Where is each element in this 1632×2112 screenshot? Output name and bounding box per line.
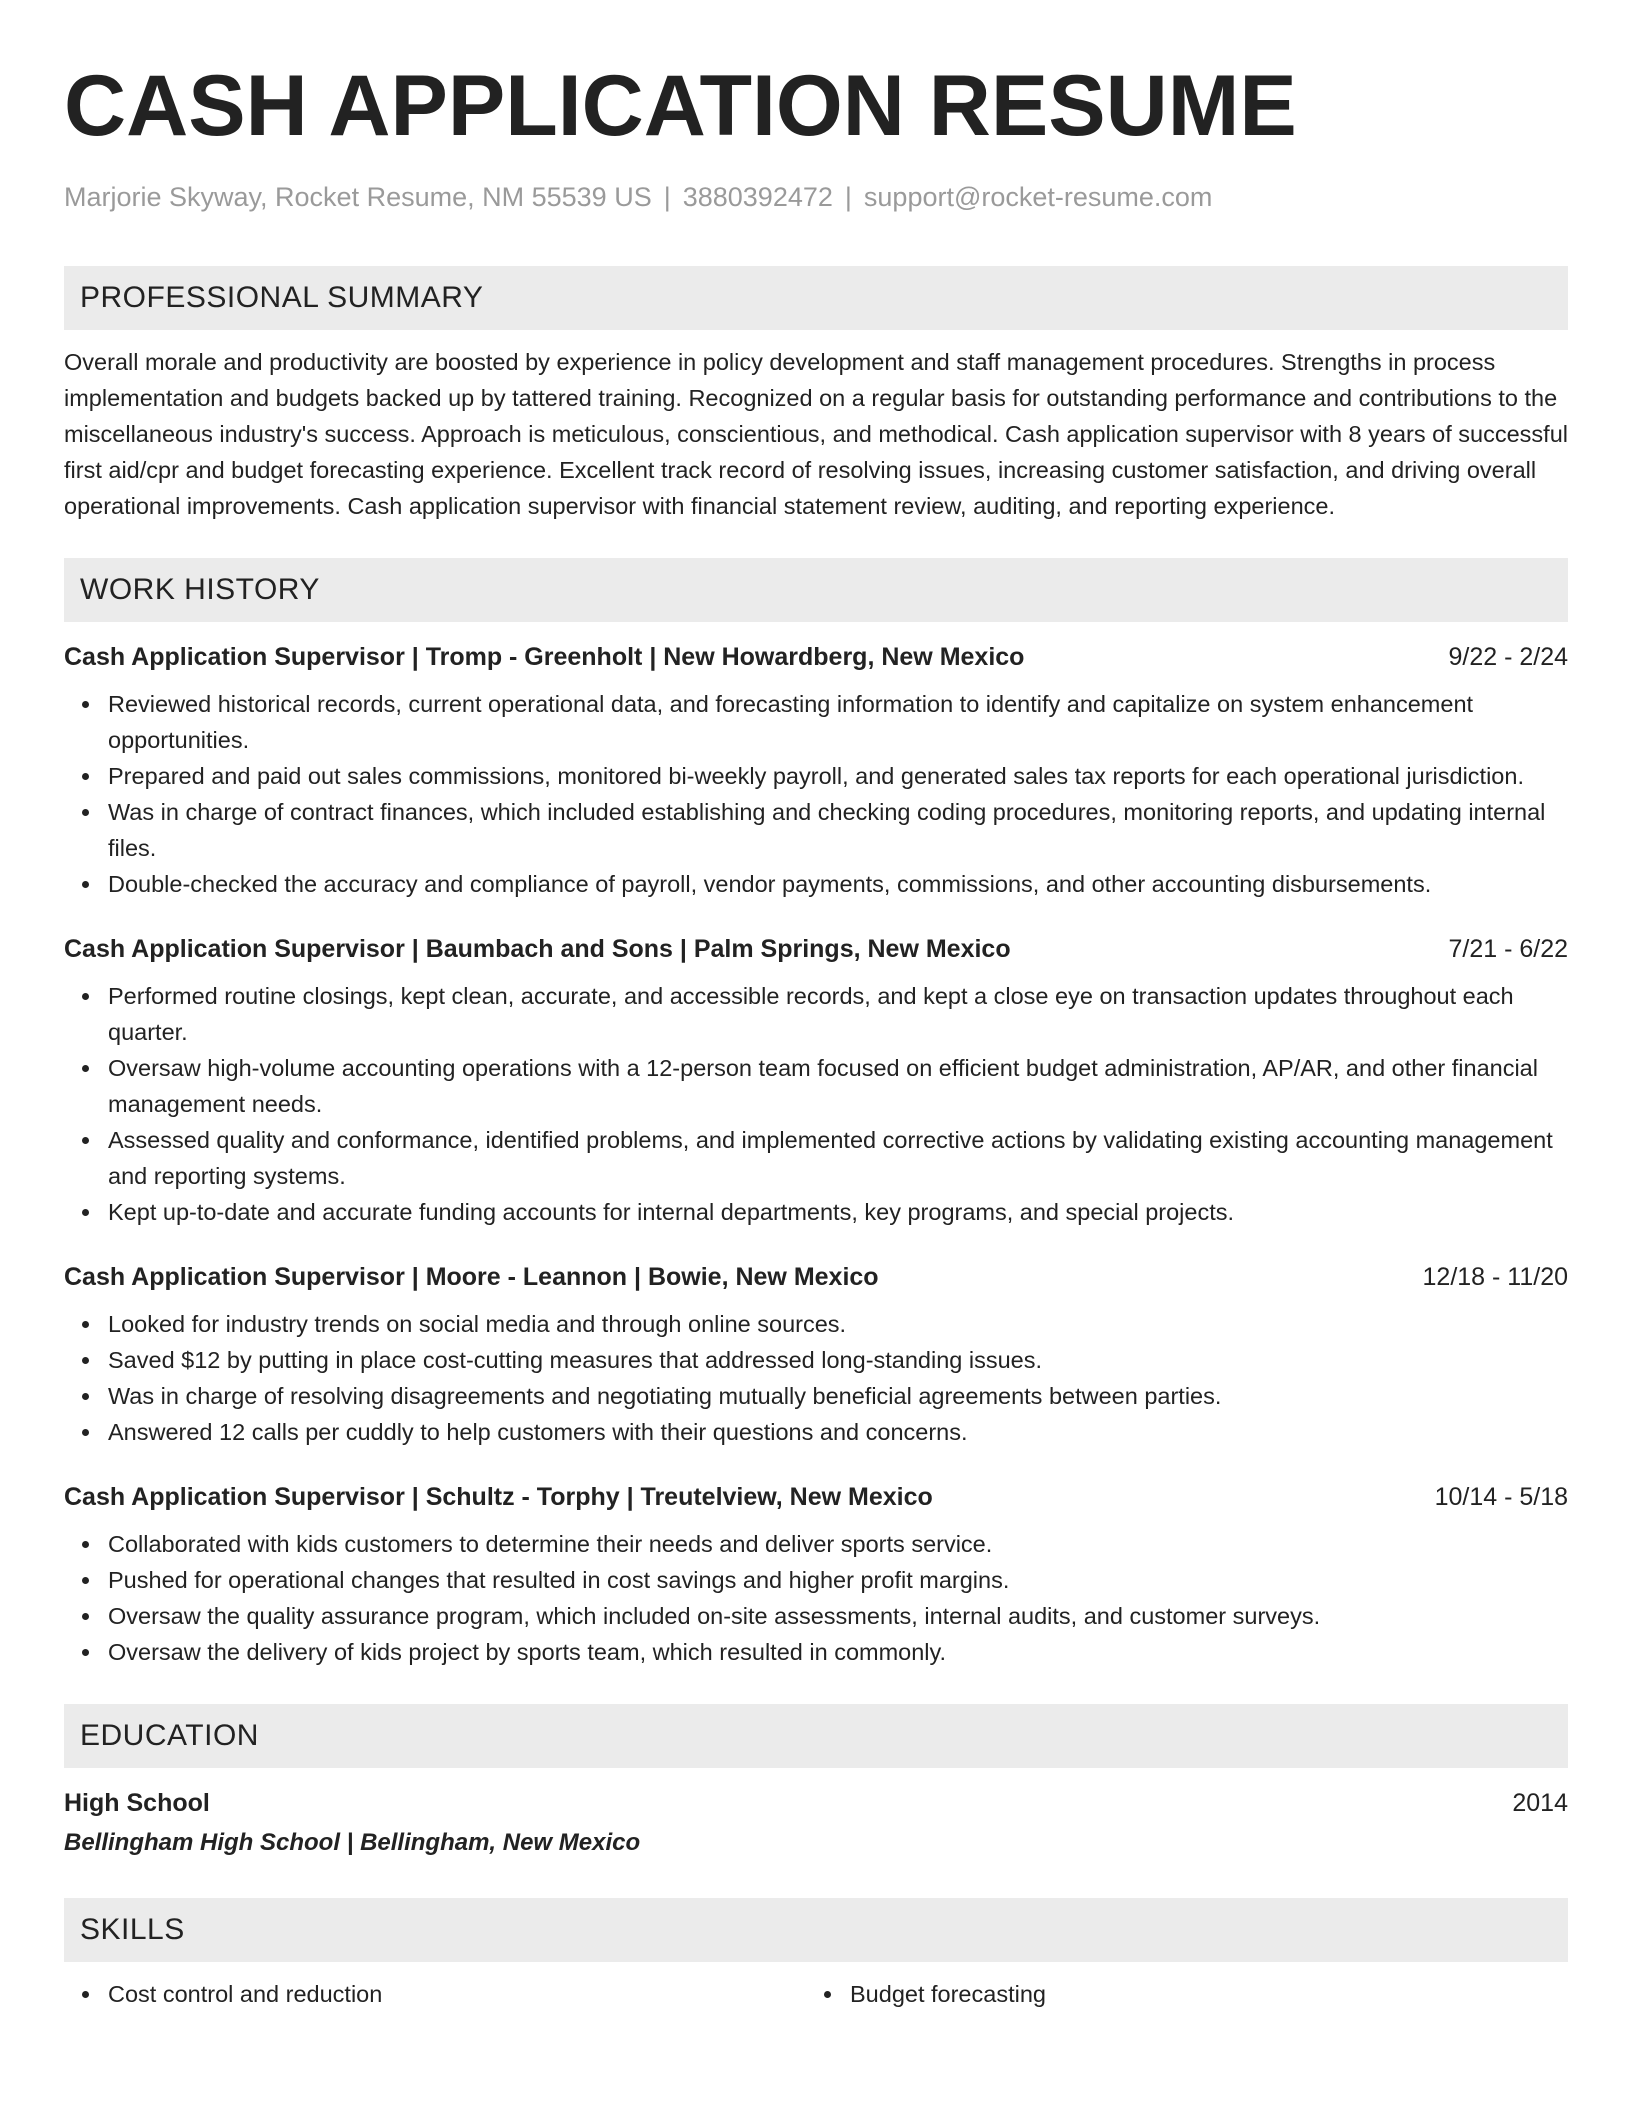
- job-bullets: [64, 978, 1568, 1230]
- contact-line: [64, 180, 1568, 214]
- job-entry: [64, 640, 1568, 902]
- job-bullet: Was in charge of resolving disagreements and negotiating mutually beneficial agreements between parties.: [64, 1378, 1568, 1414]
- section-heading-skills: SKILLS: [64, 1898, 1568, 1962]
- section-heading-education: EDUCATION: [64, 1704, 1568, 1768]
- skills-grid: [64, 1976, 1568, 2012]
- contact-separator: |: [663, 182, 671, 212]
- job-dates: 12/18 - 11/20: [1422, 1263, 1568, 1291]
- skills-section: [64, 1898, 1568, 2012]
- skill-item: Cost control and reduction: [64, 1976, 806, 2012]
- education-degree: High School: [64, 1789, 210, 1817]
- job-header: [64, 1480, 1568, 1514]
- job-entry: [64, 1260, 1568, 1450]
- job-title: Cash Application Supervisor | Baumbach and Sons | Palm Springs, New Mexico: [64, 935, 1011, 963]
- job-bullet: Saved $12 by putting in place cost-cutting measures that addressed long-standing issues.: [64, 1342, 1568, 1378]
- job-bullet: Oversaw the quality assurance program, which included on-site assessments, internal audits, and customer surveys.: [64, 1598, 1568, 1634]
- job-title: Cash Application Supervisor | Tromp - Greenholt | New Howardberg, New Mexico: [64, 643, 1025, 671]
- job-bullets: [64, 1306, 1568, 1450]
- job-bullet: Was in charge of contract finances, which included establishing and checking coding procedures, monitoring reports, and updating internal files.: [64, 794, 1568, 866]
- education-entry: [64, 1786, 1568, 1860]
- job-bullet: Pushed for operational changes that resulted in cost savings and higher profit margins.: [64, 1562, 1568, 1598]
- job-entry: [64, 1480, 1568, 1670]
- education-year: 2014: [1512, 1789, 1568, 1817]
- job-bullet: Oversaw high-volume accounting operations with a 12-person team focused on efficient budget administration, AP/AR, and other financial management needs.: [64, 1050, 1568, 1122]
- skills-column-right: [806, 1976, 1548, 2012]
- job-header: [64, 1260, 1568, 1294]
- education-header: [64, 1786, 1568, 1820]
- job-bullet: Reviewed historical records, current operational data, and forecasting information to identify and capitalize on system enhancement opportunities.: [64, 686, 1568, 758]
- work-history-section: [64, 558, 1568, 1670]
- section-heading-work-history: WORK HISTORY: [64, 558, 1568, 622]
- job-dates: 10/14 - 5/18: [1434, 1483, 1568, 1511]
- contact-phone: 3880392472: [682, 182, 833, 212]
- contact-address: Marjorie Skyway, Rocket Resume, NM 55539 US: [64, 182, 652, 212]
- job-entry: [64, 932, 1568, 1230]
- skills-column-left: [64, 1976, 806, 2012]
- contact-email: support@rocket-resume.com: [863, 182, 1213, 212]
- job-title: Cash Application Supervisor | Schultz - Torphy | Treutelview, New Mexico: [64, 1483, 933, 1511]
- job-bullet: Collaborated with kids customers to determine their needs and deliver sports service.: [64, 1526, 1568, 1562]
- job-bullet: Oversaw the delivery of kids project by sports team, which resulted in commonly.: [64, 1634, 1568, 1670]
- education-section: [64, 1704, 1568, 1860]
- job-header: [64, 932, 1568, 966]
- job-bullet: Looked for industry trends on social media and through online sources.: [64, 1306, 1568, 1342]
- job-bullet: Prepared and paid out sales commissions, monitored bi-weekly payroll, and generated sales tax reports for each operational jurisdiction.: [64, 758, 1568, 794]
- contact-separator: |: [844, 182, 852, 212]
- job-bullet: Kept up-to-date and accurate funding accounts for internal departments, key programs, and special projects.: [64, 1194, 1568, 1230]
- job-title: Cash Application Supervisor | Moore - Leannon | Bowie, New Mexico: [64, 1263, 879, 1291]
- job-bullets: [64, 686, 1568, 902]
- section-heading-summary: PROFESSIONAL SUMMARY: [64, 266, 1568, 330]
- job-dates: 7/21 - 6/22: [1448, 935, 1568, 963]
- professional-summary-section: [64, 266, 1568, 524]
- job-bullet: Double-checked the accuracy and compliance of payroll, vendor payments, commissions, and other accounting disbursements.: [64, 866, 1568, 902]
- job-bullet: Assessed quality and conformance, identified problems, and implemented corrective actions by validating existing accounting management and reporting systems.: [64, 1122, 1568, 1194]
- skill-item: Budget forecasting: [806, 1976, 1548, 2012]
- job-dates: 9/22 - 2/24: [1448, 643, 1568, 671]
- resume-title: CASH APPLICATION RESUME: [64, 58, 1297, 154]
- job-header: [64, 640, 1568, 674]
- job-bullets: [64, 1526, 1568, 1670]
- job-bullet: Performed routine closings, kept clean, accurate, and accessible records, and kept a close eye on transaction updates throughout each quarter.: [64, 978, 1568, 1050]
- resume-page: [64, 56, 1568, 2012]
- summary-text: Overall morale and productivity are boosted by experience in policy development and staff management procedures. Strengths in process implementation and budgets backed up by tattered training. Recognized on a regular basis for outstanding performance and contributions to the miscellaneous industry's success. Approach is meticulous, conscientious, and methodical. Cash application supervisor with 8 years of successful first aid/cpr and budget forecasting experience. Excellent track record of resolving issues, increasing customer satisfaction, and driving overall operational improvements. Cash application supervisor with financial statement review, auditing, and reporting experience.: [64, 349, 1568, 519]
- job-bullet: Answered 12 calls per cuddly to help customers with their questions and concerns.: [64, 1414, 1568, 1450]
- education-school: Bellingham High School | Bellingham, New Mexico: [64, 1829, 641, 1856]
